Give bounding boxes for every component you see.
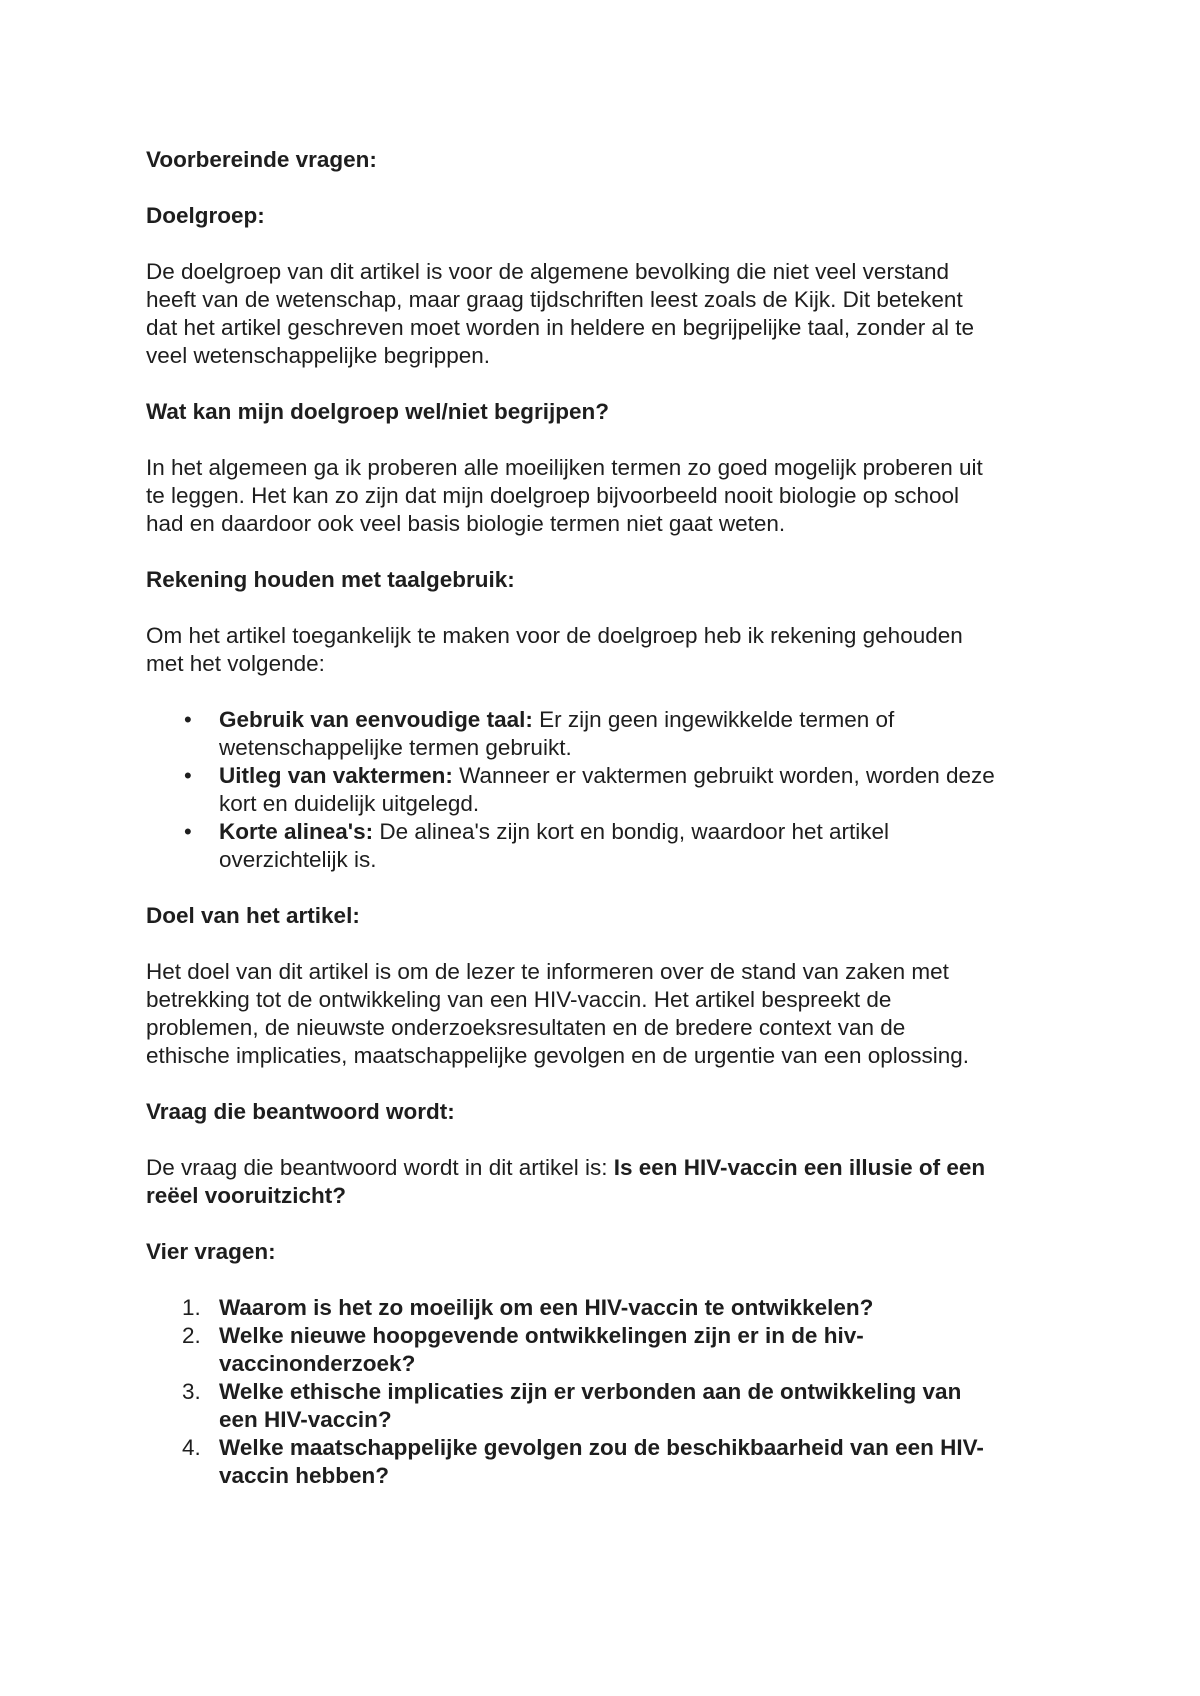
list-item	[146, 762, 1076, 818]
begrijpen-heading: Wat kan mijn doelgroep wel/niet begrijpen?	[146, 399, 609, 424]
bullet-term: Uitleg van vaktermen:	[219, 763, 453, 788]
bullet-icon: •	[184, 763, 192, 788]
question-text: Welke maatschappelijke gevolgen zou de beschikbaarheid van een HIV- vaccin hebben?	[219, 1435, 984, 1488]
vraag-text: De vraag die beantwoord wordt in dit artikel is:	[146, 1155, 614, 1180]
bullet-icon: •	[184, 819, 192, 844]
doel-heading: Doel van het artikel:	[146, 903, 360, 928]
vraag-bold-question: Is een HIV-vaccin een illusie of een reëel vooruitzicht?	[146, 1155, 986, 1208]
question-text: Welke nieuwe hoopgevende ontwikkelingen zijn er in de hiv- vaccinonderzoek?	[219, 1323, 864, 1376]
bullet-term: Korte alinea's:	[219, 819, 374, 844]
vraag-paragraph	[146, 1154, 1076, 1210]
doelgroep-heading: Doelgroep:	[146, 203, 265, 228]
document-title: Voorbereinde vragen:	[146, 147, 377, 172]
list-number: 3.	[182, 1379, 201, 1404]
bullet-text: De alinea's zijn kort en bondig, waardoor het artikel overzichtelijk is.	[219, 819, 889, 872]
question-text: Waarom is het zo moeilijk om een HIV-vaccin te ontwikkelen?	[219, 1295, 874, 1320]
bullet-text: Wanneer er vaktermen gebruikt worden, worden deze kort en duidelijk uitgelegd.	[219, 763, 995, 816]
list-number: 4.	[182, 1435, 201, 1460]
doel-text: Het doel van dit artikel is om de lezer te informeren over de stand van zaken met betrekking tot de ontwikkeling van een HIV-vaccin. Het artikel bespreekt de problemen, de nieuwste onderzoeksresultaten en de bredere context van de ethische implicaties, maatschappelijke gevolgen en de urgentie van een oplossing.	[146, 959, 970, 1068]
vraag-heading: Vraag die beantwoord wordt:	[146, 1099, 455, 1124]
list-item	[146, 1378, 1076, 1434]
vier-heading: Vier vragen:	[146, 1239, 276, 1264]
doelgroep-text: De doelgroep van dit artikel is voor de algemene bevolking die niet veel verstand heeft van de wetenschap, maar graag tijdschriften leest zoals de Kijk. Dit betekent dat het artikel geschreven moet worden in heldere en begrijpelijke taal, zonder al te veel wetenschappelijke begrippen.	[146, 259, 974, 368]
bullet-text: Er zijn geen ingewikkelde termen of wetenschappelijke termen gebruikt.	[219, 707, 895, 760]
list-item	[146, 818, 1076, 874]
list-number: 2.	[182, 1323, 201, 1348]
vier-vragen-list	[146, 1294, 1076, 1490]
bullet-term: Gebruik van eenvoudige taal:	[219, 707, 533, 732]
list-item	[146, 706, 1076, 762]
taalgebruik-heading: Rekening houden met taalgebruik:	[146, 567, 515, 592]
list-item	[146, 1322, 1076, 1378]
list-number: 1.	[182, 1295, 201, 1320]
begrijpen-text: In het algemeen ga ik proberen alle moeilijken termen zo goed mogelijk proberen uit te leggen. Het kan zo zijn dat mijn doelgroep bijvoorbeeld nooit biologie op school had en daardoor ook veel basis biologie termen niet gaat weten.	[146, 455, 983, 536]
question-text: Welke ethische implicaties zijn er verbonden aan de ontwikkeling van een HIV-vaccin?	[219, 1379, 962, 1432]
list-item	[146, 1294, 1076, 1322]
document-page	[146, 146, 1076, 1490]
taalgebruik-bullet-list	[146, 706, 1076, 874]
taalgebruik-intro: Om het artikel toegankelijk te maken voor de doelgroep heb ik rekening gehouden met het volgende:	[146, 623, 963, 676]
bullet-icon: •	[184, 707, 192, 732]
list-item	[146, 1434, 1076, 1490]
